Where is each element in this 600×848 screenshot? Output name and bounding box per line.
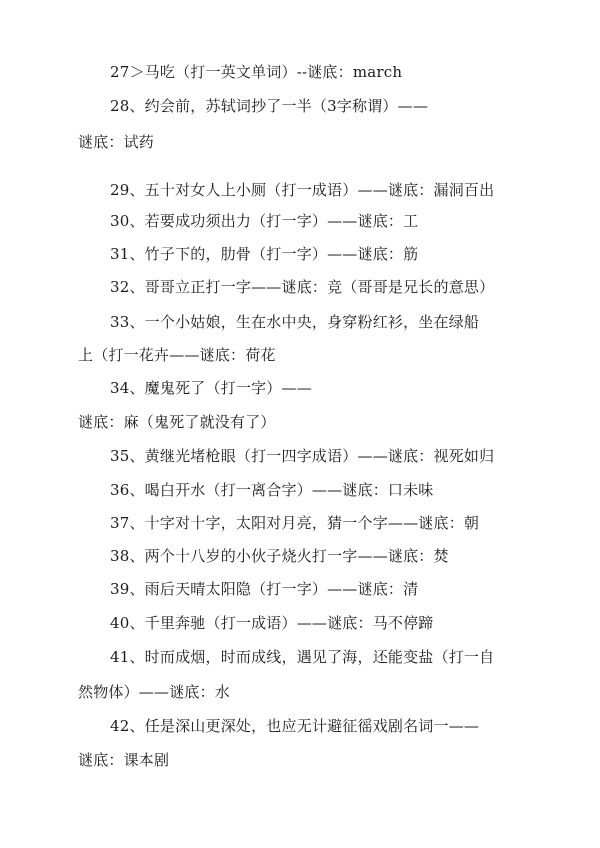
riddle-28: 28、约会前，苏轼词抄了一半（3字称谓）—— <box>110 97 429 115</box>
riddle-38: 38、两个十八岁的小伙子烧火打一字——谜底：焚 <box>110 547 449 565</box>
riddle-42-answer: 谜底：课本剧 <box>78 751 170 769</box>
riddle-39: 39、雨后天晴太阳隐（打一字）——谜底：清 <box>110 580 419 598</box>
riddle-33: 33、一个小姑娘，生在水中央，身穿粉红衫，坐在绿船 <box>110 313 480 331</box>
riddle-28-answer: 谜底：试药 <box>78 133 155 151</box>
riddle-27: 27＞马吃（打一英文单词）--谜底：march <box>110 63 403 81</box>
riddle-32: 32、哥哥立正打一字——谜底：竞（哥哥是兄长的意思） <box>110 278 495 296</box>
riddle-36: 36、喝白开水（打一离合字）——谜底：口未味 <box>110 481 434 499</box>
riddle-31: 31、竹子下的，肋骨（打一字）——谜底：筋 <box>110 245 419 263</box>
riddle-29: 29、五十对女人上小厕（打一成语）——谜底：漏洞百出 <box>110 181 495 199</box>
riddle-34: 34、魔鬼死了（打一字）—— <box>110 379 312 397</box>
riddle-42: 42、任是深山更深处，也应无计避征徭戏剧名词一—— <box>110 717 480 735</box>
riddle-41-continued: 然物体）——谜底：水 <box>78 683 231 701</box>
riddle-30: 30、若要成功须出力（打一字）——谜底：工 <box>110 212 419 230</box>
riddle-33-continued: 上（打一花卉——谜底：荷花 <box>78 346 276 364</box>
riddle-34-answer: 谜底：麻（鬼死了就没有了） <box>78 413 276 431</box>
riddle-37: 37、十字对十字，太阳对月亮，猜一个字——谜底：朝 <box>110 514 480 532</box>
riddle-40: 40、千里奔驰（打一成语）——谜底：马不停蹄 <box>110 614 434 632</box>
riddle-35: 35、黄继光堵枪眼（打一四字成语）——谜底：视死如归 <box>110 447 495 465</box>
riddle-41: 41、时而成烟，时而成线，遇见了海，还能变盐（打一自 <box>110 648 495 666</box>
